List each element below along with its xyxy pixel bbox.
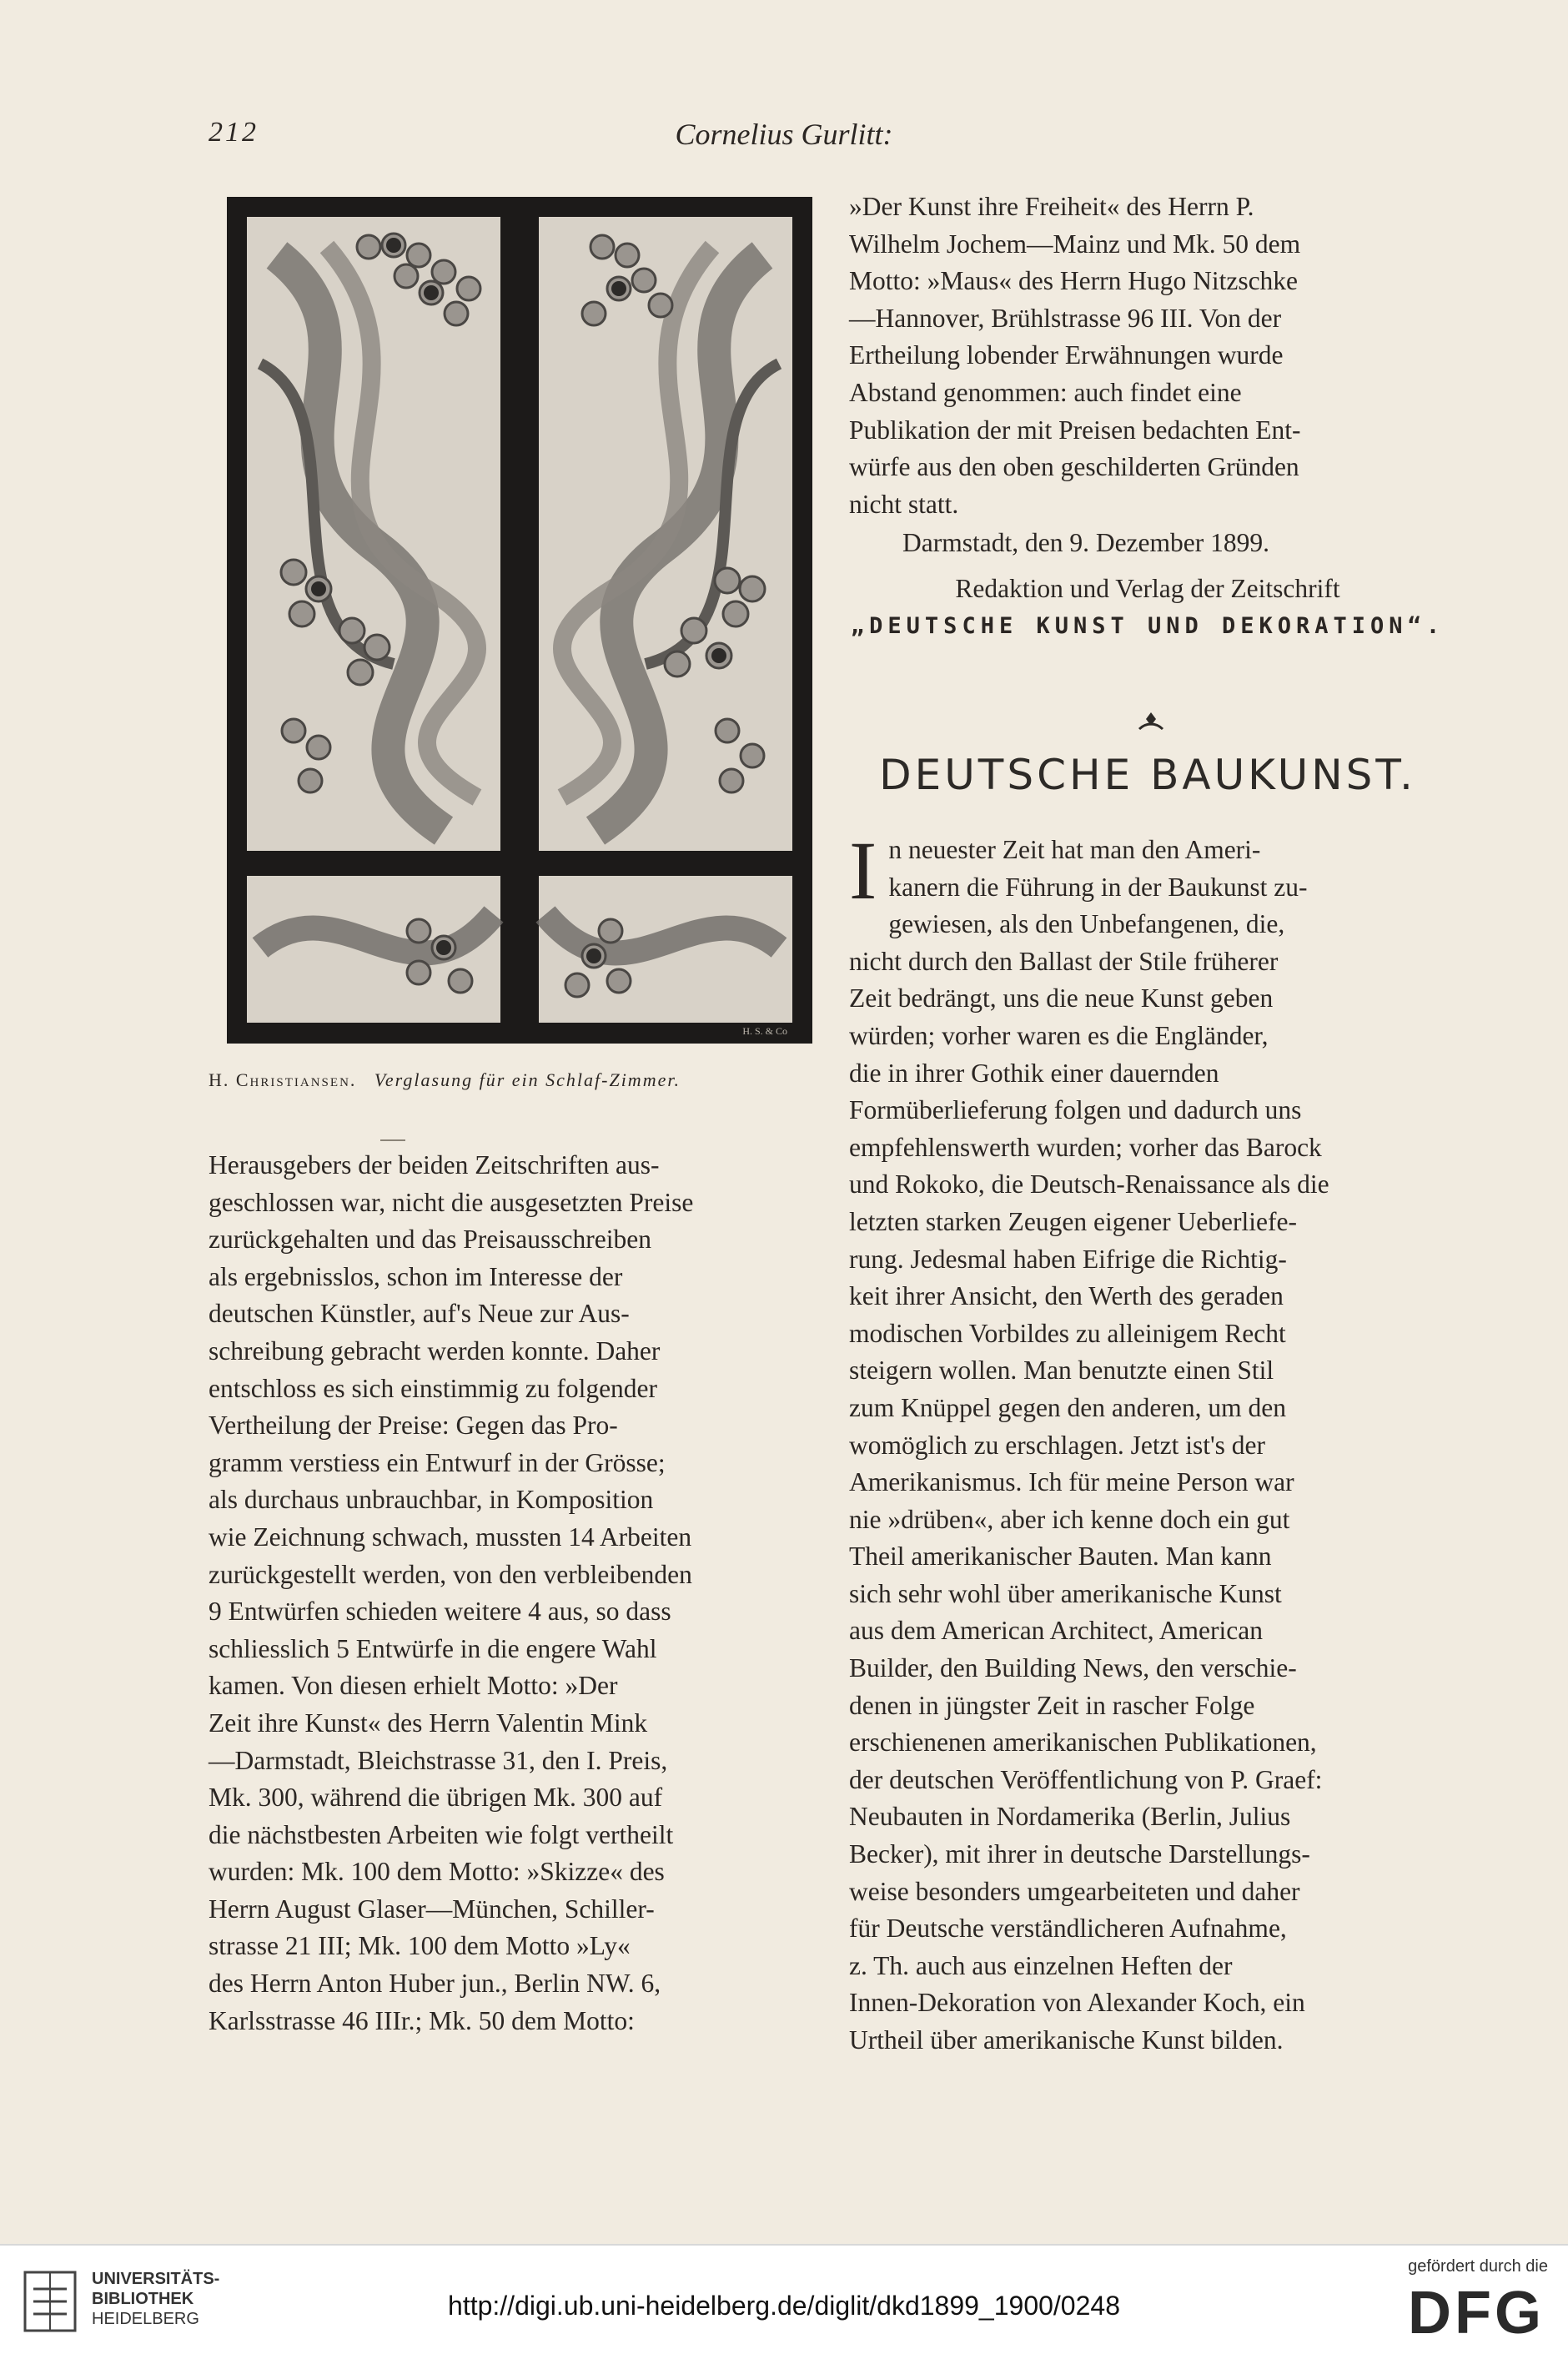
text-line: Builder, den Building News, den verschie- xyxy=(849,1653,1297,1683)
text-line: als ergebnisslos, schon im Interesse der xyxy=(209,1261,623,1291)
running-title: Cornelius Gurlitt: xyxy=(675,118,893,151)
text-line: »Der Kunst ihre Freiheit« des Herrn P. xyxy=(849,192,1254,221)
text-line: zurückgestellt werden, von den verbleibenden xyxy=(209,1559,692,1589)
text-line: wie Zeichnung schwach, mussten 14 Arbeiten xyxy=(209,1522,692,1552)
text-line: Mk. 300, während die übrigen Mk. 300 auf xyxy=(209,1783,663,1813)
text-line: denen in jüngster Zeit in rascher Folge xyxy=(849,1690,1255,1720)
institution-line: HEIDELBERG xyxy=(92,2310,199,2328)
text-line: Urtheil über amerikanische Kunst bilden. xyxy=(849,2025,1284,2055)
text-line: die nächstbesten Arbeiten wie folgt vertheilt xyxy=(209,1819,674,1849)
text-line: n neuester Zeit hat man den Ameri- xyxy=(888,835,1261,864)
text-line: aus dem American Architect, American xyxy=(849,1616,1263,1646)
dateline: Darmstadt, den 9. Dezember 1899. xyxy=(902,528,1269,558)
text-line: erschienenen amerikanischen Publikationen, xyxy=(849,1728,1317,1758)
text-line: deutschen Künstler, auf's Neue zur Aus- xyxy=(209,1299,630,1329)
page-header xyxy=(0,117,1568,158)
text-line: modischen Vorbildes zu alleinigem Recht xyxy=(849,1318,1286,1348)
text-line: Abstand genommen: auch findet eine xyxy=(849,377,1242,407)
stained-glass-window-illustration xyxy=(227,197,812,1044)
text-line: womöglich zu erschlagen. Jetzt ist's der xyxy=(849,1430,1266,1460)
signature-line-1: Redaktion und Verlag der Zeitschrift xyxy=(955,573,1340,603)
text-line: Becker), mit ihrer in deutsche Darstellungs- xyxy=(849,1839,1310,1869)
right-column-top-text xyxy=(849,189,1446,645)
text-line: gewiesen, als den Unbefangenen, die, xyxy=(888,909,1285,939)
text-line: Formüberlieferung folgen und dadurch uns xyxy=(849,1095,1302,1125)
text-line: des Herrn Anton Huber jun., Berlin NW. 6, xyxy=(209,1969,661,1999)
text-line: —Hannover, Brühlstrasse 96 III. Von der xyxy=(849,303,1282,333)
printer-mark: H. S. & Co xyxy=(742,1025,787,1037)
text-line: Karlsstrasse 46 IIIr.; Mk. 50 dem Motto: xyxy=(209,2005,635,2035)
text-line: zum Knüppel gegen den anderen, um den xyxy=(849,1392,1286,1422)
text-line: Herausgebers der beiden Zeitschriften aus- xyxy=(209,1150,660,1180)
text-line: steigern wollen. Man benutzte einen Stil xyxy=(849,1356,1274,1386)
institution-line: BIBLIOTHEK xyxy=(92,2290,194,2308)
text-line: zurückgehalten und das Preisausschreiben xyxy=(209,1225,651,1255)
text-line: Zeit bedrängt, uns die neue Kunst geben xyxy=(849,983,1274,1014)
text-line: entschloss es sich einstimmig zu folgender xyxy=(209,1373,658,1403)
text-line: Herrn August Glaser—München, Schiller- xyxy=(209,1894,655,1924)
text-line: für Deutsche verständlicheren Aufnahme, xyxy=(849,1914,1287,1944)
caption-artist: H. Christiansen. xyxy=(209,1069,357,1090)
figure-caption xyxy=(209,1069,834,1091)
ornament-icon xyxy=(1134,709,1168,734)
digitization-footer xyxy=(0,2244,1568,2359)
text-line: z. Th. auch aus einzelnen Heften der xyxy=(849,1950,1233,1980)
text-line: Neubauten in Nordamerika (Berlin, Julius xyxy=(849,1802,1291,1832)
text-line: nie »drüben«, aber ich kenne doch ein gut xyxy=(849,1504,1290,1534)
text-line: 9 Entwürfen schieden weitere 4 aus, so dass xyxy=(209,1597,671,1627)
text-line: die in ihrer Gothik einer dauernden xyxy=(849,1058,1219,1088)
text-line: weise besonders umgearbeiteten und daher xyxy=(849,1876,1300,1906)
text-line: —Darmstadt, Bleichstrasse 31, den I. Preis, xyxy=(209,1745,668,1775)
decorative-mark xyxy=(380,1139,405,1144)
dfg-logo: DFG xyxy=(1408,2280,1545,2346)
left-column-text xyxy=(209,1147,815,2040)
text-line: wurden: Mk. 100 dem Motto: »Skizze« des xyxy=(209,1857,665,1887)
caption-title: Verglasung für ein Schlaf-Zimmer. xyxy=(374,1069,681,1090)
text-line: Publikation der mit Preisen bedachten Ent- xyxy=(849,415,1301,445)
text-line: Theil amerikanischer Bauten. Man kann xyxy=(849,1542,1272,1572)
text-line: Ertheilung lobender Erwähnungen wurde xyxy=(849,340,1284,370)
text-line: und Rokoko, die Deutsch-Renaissance als die xyxy=(849,1169,1329,1200)
text-line: schreibung gebracht werden konnte. Daher xyxy=(209,1335,661,1366)
page-number: 212 xyxy=(209,117,259,148)
text-line: geschlossen war, nicht die ausgesetzten Preise xyxy=(209,1187,694,1217)
section-heading: DEUTSCHE BAUKUNST. xyxy=(879,751,1416,799)
text-line: gramm verstiess ein Entwurf in der Grösse; xyxy=(209,1447,666,1477)
text-line: schliesslich 5 Entwürfe in die engere Wahl xyxy=(209,1633,657,1663)
text-line: rung. Jedesmal haben Eifrige die Richtig- xyxy=(849,1244,1287,1274)
source-link[interactable]: http://digi.ub.uni-heidelberg.de/diglit/dkd1899_1900/0248 xyxy=(448,2291,1120,2321)
text-line: strasse 21 III; Mk. 100 dem Motto »Ly« xyxy=(209,1931,631,1961)
text-line: Motto: »Maus« des Herrn Hugo Nitzschke xyxy=(849,266,1299,296)
text-line: Amerikanismus. Ich für meine Person war xyxy=(849,1467,1294,1497)
text-line: sich sehr wohl über amerikanische Kunst xyxy=(849,1578,1282,1608)
text-line: der deutschen Veröffentlichung von P. Graef: xyxy=(849,1764,1323,1794)
text-line: nicht statt. xyxy=(849,489,959,519)
text-line: Wilhelm Jochem—Mainz und Mk. 50 dem xyxy=(849,229,1301,259)
text-line: nicht durch den Ballast der Stile früherer xyxy=(849,946,1279,976)
signature-line-2: „DEUTSCHE KUNST UND DEKORATION“. xyxy=(850,612,1445,639)
text-line: Zeit ihre Kunst« des Herrn Valentin Mink xyxy=(209,1708,648,1738)
text-line: kamen. Von diesen erhielt Motto: »Der xyxy=(209,1671,618,1701)
text-line: würfe aus den oben geschilderten Gründen xyxy=(849,452,1299,482)
text-line: Innen-Dekoration von Alexander Koch, ein xyxy=(849,1988,1305,2018)
text-line: als durchaus unbrauchbar, in Komposition xyxy=(209,1485,654,1515)
funder-label: gefördert durch die xyxy=(1408,2257,1548,2276)
text-line: empfehlenswerth wurden; vorher das Barock xyxy=(849,1132,1322,1162)
drop-cap: I xyxy=(849,824,877,917)
text-line: würden; vorher waren es die Engländer, xyxy=(849,1020,1269,1050)
right-column-main-text xyxy=(849,824,1446,2060)
text-line: kanern die Führung in der Baukunst zu- xyxy=(888,872,1308,902)
text-line: Vertheilung der Preise: Gegen das Pro- xyxy=(209,1411,618,1441)
institution-line: UNIVERSITÄTS- xyxy=(92,2270,220,2288)
stained-glass-figure xyxy=(227,197,812,1044)
text-line: letzten starken Zeugen eigener Ueberliefe- xyxy=(849,1206,1297,1236)
text-line: keit ihrer Ansicht, den Werth des geraden xyxy=(849,1281,1284,1311)
